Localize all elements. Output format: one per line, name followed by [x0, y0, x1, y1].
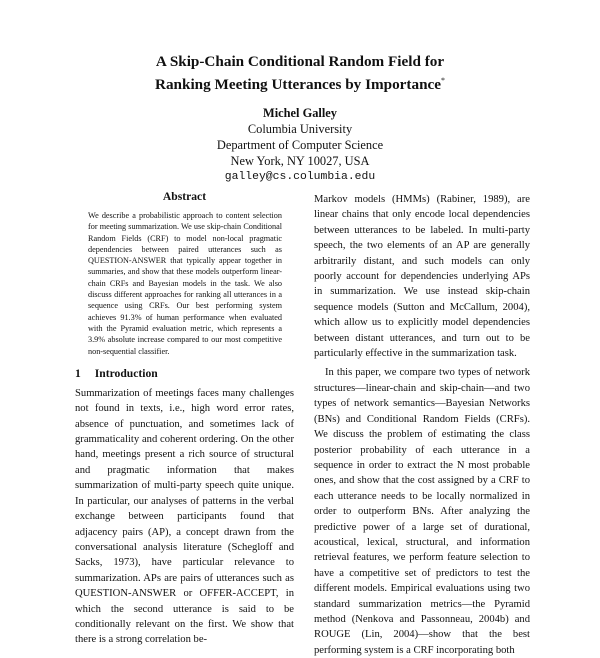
- affiliation-department: Department of Computer Science: [216, 138, 384, 153]
- right-paragraph-1: Markov models (HMMs) (Rabiner, 1989), are linear chains that only encode local dependencies between utterances to be labeled. In multi-party speech, the two elements of an AP are generally arbitrarily distant, and such models can only poorly account for dependencies underlying APs in summarization. We use instead skip-chain sequence models (Sutton and McCallum, 2004), which allow us to explicitly model dependencies between distant utterances, and turn out to be particularly effective in the summarization task.: [314, 194, 530, 360]
- title-line-2-text: Ranking Meeting Utterances by Importance: [155, 76, 441, 94]
- right-column: [314, 192, 530, 658]
- title-footnote-mark: *: [441, 76, 445, 85]
- affiliation-address: New York, NY 10027, USA: [230, 154, 370, 169]
- section-title: Introduction: [94, 366, 158, 380]
- title-line-1: A Skip-Chain Conditional Random Field for: [155, 53, 445, 70]
- section-number: 1: [75, 366, 81, 380]
- section-heading-introduction: [75, 367, 294, 380]
- title-line-2: [0, 71, 600, 94]
- introduction-text: Summarization of meetings faces many challenges not found in texts, i.e., high word error rates, absence of punctuation, and sometimes lack of grammaticality and coherent ordering. On the other hand, meetings present a rich source of structural and pragmatic information that makes summarization of multi-party speech quite unique. In particular, our analyses of patterns in the verbal exchange between participants found that adjacency pairs (AP), a concept drawn from the conversational analysis literature (Schegloff and Sacks, 1973), have particular relevance to summarization. APs are pairs of utterances such as QUESTION-ANSWER or OFFER-ACCEPT, in which the second utterance is said to be conditionally relevant on the first. We show that there is a strong correlation be-: [75, 387, 294, 646]
- affiliation-university: Columbia University: [247, 122, 353, 137]
- paper-header: [0, 52, 600, 185]
- author-name: Michel Galley: [263, 106, 337, 121]
- left-column: [75, 190, 294, 648]
- right-paragraph-2: In this paper, we compare two types of network structures—linear-chain and skip-chain—and two types of network semantics—Bayesian Networks (BNs) and Conditional Random Fields (CRFs). We discuss the problem of estimating the class posterior probability of each utterance in a sequence in order to extract the N most probable ones, and show that the cost assigned by a CRF to each utterance needs to be locally normalized in order to outperform BNs. After analyzing the predictive power of a large set of durational, acoustical, lexical, structural, and information retrieval features, we perform feature selection to have a competitive set of predictors to test the different models. Empirical evaluations using two standard summarization metrics—the Pyramid method (Nenkova and Passonneau, 2004b) and ROUGE (Lin, 2004)—show that the best performing system is a CRF incorporating both: [314, 367, 530, 656]
- abstract-text: We describe a probabilistic approach to content selection for meeting summarization. We use skip-chain Conditional Random Fields (CRF) to model non-local pragmatic dependencies between paired utterances such as QUESTION-ANSWER that typically appear together in summaries, and show that these models outperform linear-chain CRFs and Bayesian models in the task. We also discuss different approaches for ranking all utterances in a sequence using CRFs. Our best performing system achieves 91.3% of human performance when evaluated with the Pyramid evaluation metric, which represents a 3.9% absolute increase compared to our most competitive non-sequential classifier.: [88, 211, 282, 356]
- author-email: galley@cs.columbia.edu: [224, 171, 376, 184]
- abstract-heading: Abstract: [162, 190, 207, 203]
- paper-title: [0, 52, 600, 94]
